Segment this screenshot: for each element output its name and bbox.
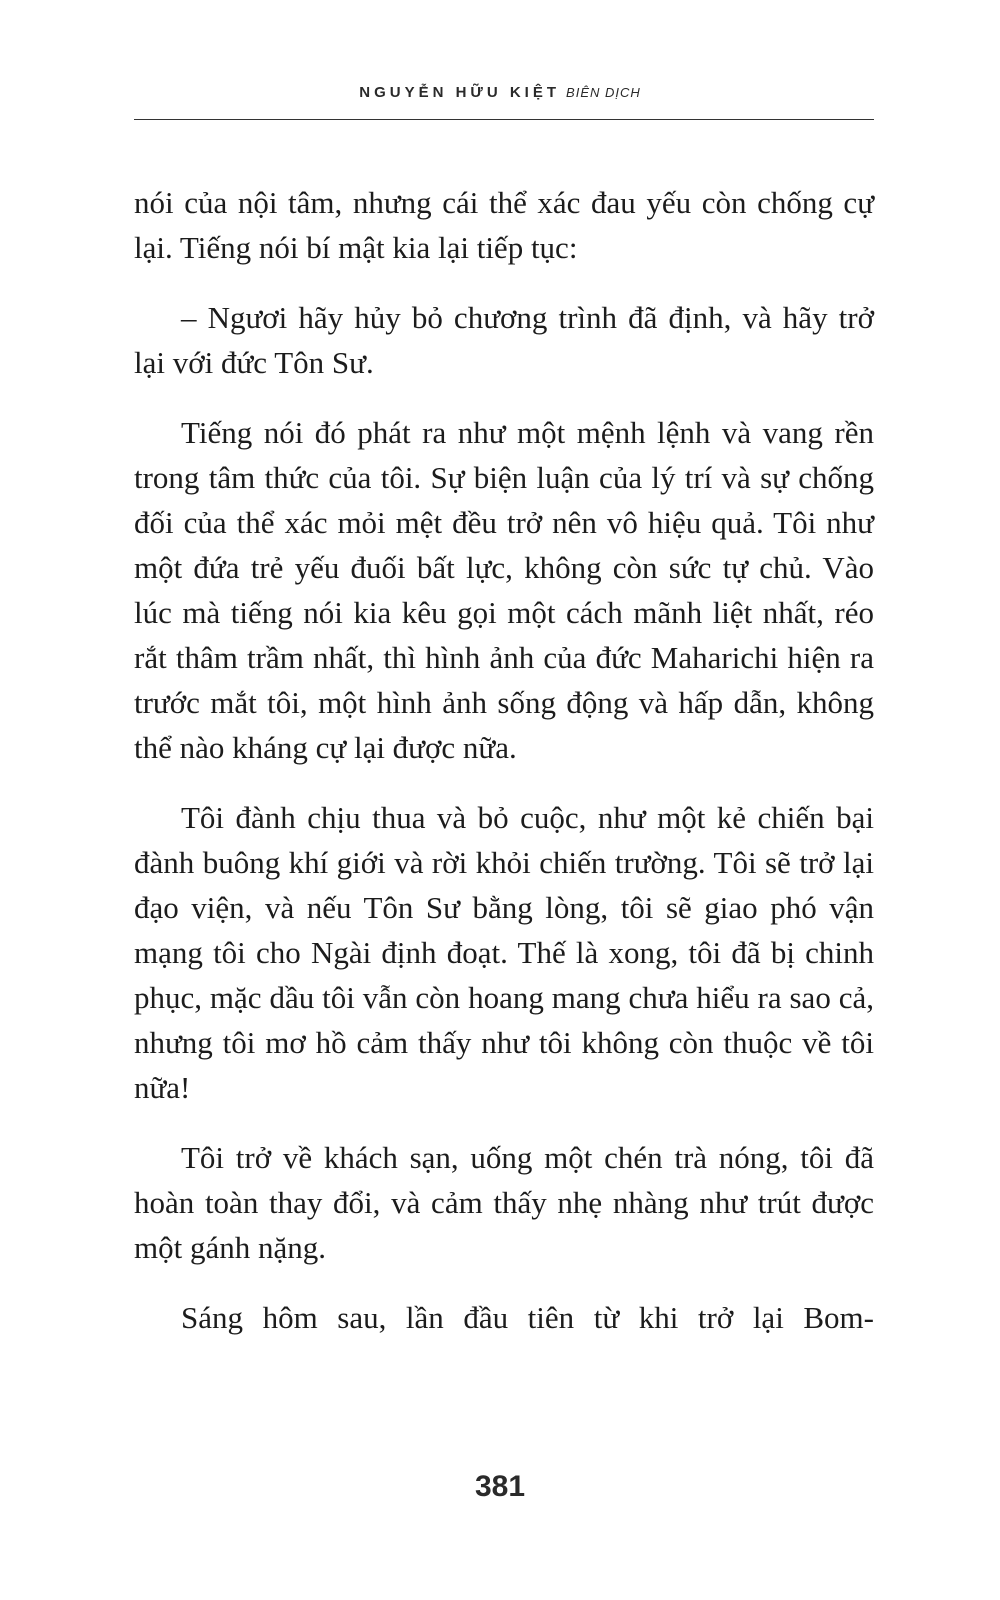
paragraph: Sáng hôm sau, lần đầu tiên từ khi trở lại Bom-: [181, 1300, 874, 1335]
paragraph: – Ngươi hãy hủy bỏ chương trình đã định, và hãy trở lại với đức Tôn Sư.: [134, 300, 874, 380]
body-text: [134, 180, 874, 1365]
paragraph: Tôi đành chịu thua và bỏ cuộc, như một kẻ chiến bại đành buông khí giới và rời khỏi chiến trường. Tôi sẽ trở lại đạo viện, và nếu Tôn Sư bằng lòng, tôi sẽ giao phó vận mạng tôi cho Ngài định đoạt. Thế là xong, tôi đã bị chinh phục, mặc dầu tôi vẫn còn hoang mang chưa hiểu ra sao cả, nhưng tôi mơ hồ cảm thấy như tôi không còn thuộc về tôi nữa!: [134, 800, 874, 1105]
header-author: NGUYỄN HỮU KIỆT: [359, 84, 561, 101]
paragraph: nói của nội tâm, nhưng cái thể xác đau yếu còn chống cự lại. Tiếng nói bí mật kia lại tiếp tục:: [134, 185, 874, 265]
paragraph: Tôi trở về khách sạn, uống một chén trà nóng, tôi đã hoàn toàn thay đổi, và cảm thấy nhẹ nhàng như trút được một gánh nặng.: [134, 1140, 874, 1265]
header-rule: [134, 119, 874, 120]
page-number: 381: [474, 1470, 526, 1503]
paragraph: Tiếng nói đó phát ra như một mệnh lệnh và vang rền trong tâm thức của tôi. Sự biện luận của lý trí và sự chống đối của thể xác mỏi mệt đều trở nên vô hiệu quả. Tôi như một đứa trẻ yếu đuối bất lực, không còn sức tự chủ. Vào lúc mà tiếng nói kia kêu gọi một cách mãnh liệt nhất, réo rắt thâm trầm nhất, thì hình ảnh của đức Maharichi hiện ra trước mắt tôi, một hình ảnh sống động và hấp dẫn, không thể nào kháng cự lại được nữa.: [134, 415, 874, 765]
running-header: [0, 84, 1000, 101]
header-role: BIÊN DỊCH: [566, 85, 641, 100]
